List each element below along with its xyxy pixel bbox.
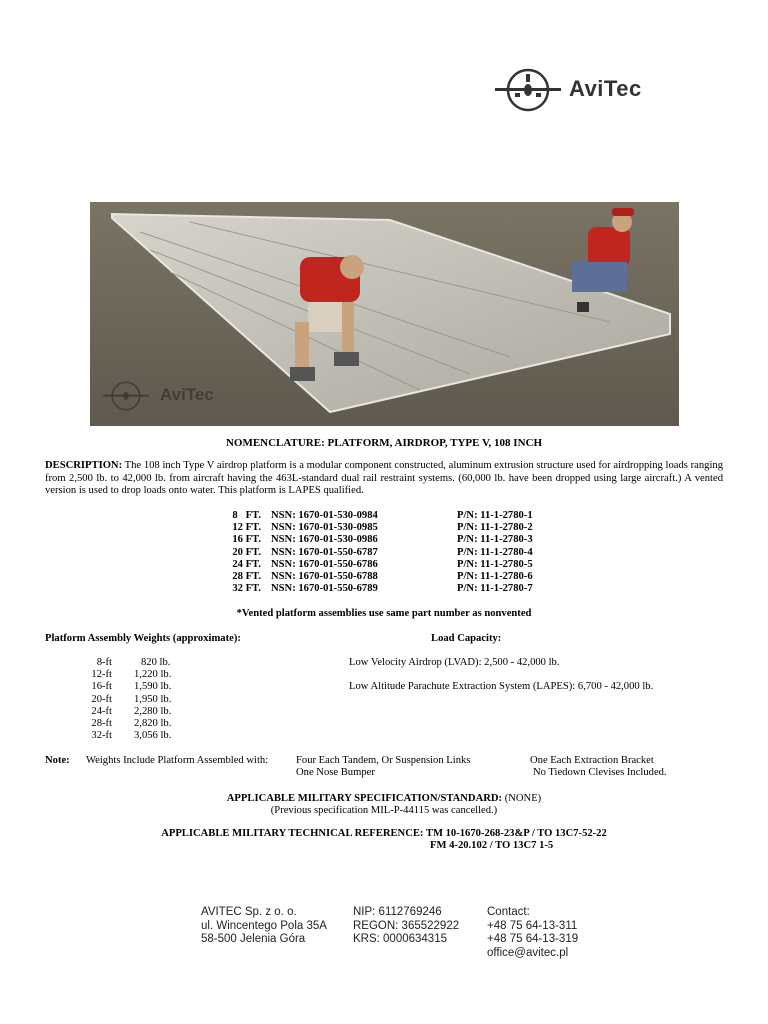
lapes-capacity: Low Altitude Parachute Extraction System (LAPES): 6,700 - 42,000 lb. — [349, 681, 654, 692]
weights-heading: Platform Assembly Weights (approximate): — [45, 633, 241, 644]
weight-size: 16-ft — [91, 681, 112, 693]
table-row — [0, 510, 768, 522]
size-cell: 32 FT. — [232, 583, 261, 595]
pn-cell: P/N: 11-1-2780-1 — [457, 510, 533, 521]
product-photo — [90, 202, 679, 426]
contact-label: Contact: — [487, 906, 530, 918]
spec-value: (NONE) — [502, 793, 542, 804]
description-text: The 108 inch Type V airdrop platform is a modular component constructed, aluminum extrusion structure used for airdropping loads ranging from 2,500 lb. to 42,000 lb. from aircraft having the 463L-standard dual rail restraint systems. (60,000 lb. have been dropped using large aircraft.) A vented version is used to drop loads onto water. This platform is LAPES qualified. — [45, 460, 723, 496]
description-label: DESCRIPTION: — [45, 460, 123, 471]
spec-heading: APPLICABLE MILITARY SPECIFICATION/STANDARD: — [226, 793, 503, 804]
nsn-cell: NSN: 1670-01-550-6788 — [271, 571, 378, 582]
table-row — [0, 571, 768, 583]
weight-value: 3,056 lb. — [134, 730, 172, 742]
footer-address — [201, 906, 327, 947]
lvad-capacity: Low Velocity Airdrop (LVAD): 2,500 - 42,000 lb. — [349, 657, 560, 668]
krs: KRS: 0000634315 — [353, 933, 447, 945]
size-cell: 16 FT. — [232, 534, 261, 546]
size-cell: 24 FT. — [232, 558, 261, 570]
nsn-cell: NSN: 1670-01-550-6789 — [271, 583, 378, 595]
avitec-logo — [493, 66, 663, 114]
nip: NIP: 6112769246 — [353, 906, 442, 918]
weight-value: 1,590 lb. — [134, 681, 172, 693]
size-cell: 12 FT. — [232, 522, 261, 534]
list-item — [0, 669, 300, 681]
note-label: Note: — [45, 755, 70, 766]
note-item: No Tiedown Clevises Included. — [533, 767, 667, 778]
tech-ref-line1: APPLICABLE MILITARY TECHNICAL REFERENCE: TM 10-1670-268-23&P / TO 13C7-52-22 — [161, 828, 607, 839]
weight-value: 2,280 lb. — [134, 705, 172, 717]
weight-value: 1,220 lb. — [134, 669, 172, 681]
nsn-cell: NSN: 1670-01-550-6787 — [271, 546, 378, 558]
pn-cell: P/N: 11-1-2780-4 — [457, 546, 533, 558]
weight-size: 12-ft — [91, 669, 112, 681]
company-name: AVITEC Sp. z o. o. — [201, 906, 297, 918]
pn-cell: P/N: 11-1-2780-3 — [457, 534, 533, 546]
pn-cell: P/N: 11-1-2780-2 — [457, 522, 533, 534]
weight-value: 820 lb. — [141, 657, 171, 668]
note-item: Four Each Tandem, Or Suspension Links — [296, 755, 471, 766]
weight-size: 28-ft — [91, 718, 112, 729]
table-row — [0, 534, 768, 546]
weight-value: 1,950 lb. — [134, 693, 172, 705]
spec-previous: (Previous specification MIL-P-44115 was cancelled.) — [270, 805, 498, 816]
phone-1[interactable]: +48 75 64-13-311 — [487, 919, 578, 932]
street: ul. Wincentego Pola 35A — [201, 919, 327, 932]
brand-name: AviTec — [569, 76, 642, 101]
city: 58-500 Jelenia Góra — [201, 933, 306, 945]
weight-size: 8-ft — [96, 657, 112, 668]
size-cell: 20 FT. — [232, 546, 261, 558]
nsn-cell: NSN: 1670-01-530-0986 — [271, 534, 378, 546]
nomenclature-title: NOMENCLATURE: PLATFORM, AIRDROP, TYPE V, 108 INCH — [225, 437, 543, 449]
size-cell: 28 FT. — [232, 571, 261, 582]
weight-value: 2,820 lb. — [134, 718, 172, 729]
regon: REGON: 365522922 — [353, 919, 460, 932]
pn-cell: P/N: 11-1-2780-6 — [457, 571, 533, 582]
footer-contact — [487, 906, 578, 960]
weight-size: 24-ft — [91, 705, 112, 717]
list-item — [0, 706, 300, 718]
watermark-brand: AviTec — [160, 385, 214, 404]
table-row — [0, 559, 768, 571]
weight-size: 20-ft — [91, 693, 112, 705]
list-item — [0, 694, 300, 706]
pn-cell: P/N: 11-1-2780-5 — [457, 558, 533, 570]
tech-ref-line2: FM 4-20.102 / TO 13C7 1-5 — [430, 840, 554, 851]
list-item — [0, 681, 300, 693]
aircraft-emblem-icon — [102, 379, 150, 413]
pn-cell: P/N: 11-1-2780-7 — [457, 583, 533, 595]
spec-line — [0, 793, 768, 804]
nsn-cell: NSN: 1670-01-550-6786 — [271, 558, 378, 570]
weight-size: 32-ft — [91, 730, 112, 742]
size-cell: 8 FT. — [232, 510, 261, 521]
vented-note: *Vented platform assemblies use same part number as nonvented — [236, 608, 532, 619]
load-capacity-heading: Load Capacity: — [431, 633, 502, 644]
email-link[interactable]: office@avitec.pl — [487, 946, 569, 959]
list-item — [0, 657, 300, 669]
table-row — [0, 522, 768, 534]
note-text: Weights Include Platform Assembled with: — [86, 755, 269, 766]
footer-registry — [353, 906, 459, 947]
phone-2[interactable]: +48 75 64-13-319 — [487, 933, 579, 945]
list-item — [0, 730, 300, 742]
note-item: One Nose Bumper — [296, 767, 375, 778]
table-row — [0, 547, 768, 559]
watermark-logo — [102, 379, 214, 413]
list-item — [0, 718, 300, 730]
nsn-cell: NSN: 1670-01-530-0985 — [271, 522, 378, 534]
table-row — [0, 583, 768, 595]
note-item: One Each Extraction Bracket — [530, 755, 654, 766]
nsn-cell: NSN: 1670-01-530-0984 — [271, 510, 378, 521]
aircraft-emblem-icon — [493, 66, 563, 114]
description — [45, 460, 723, 498]
